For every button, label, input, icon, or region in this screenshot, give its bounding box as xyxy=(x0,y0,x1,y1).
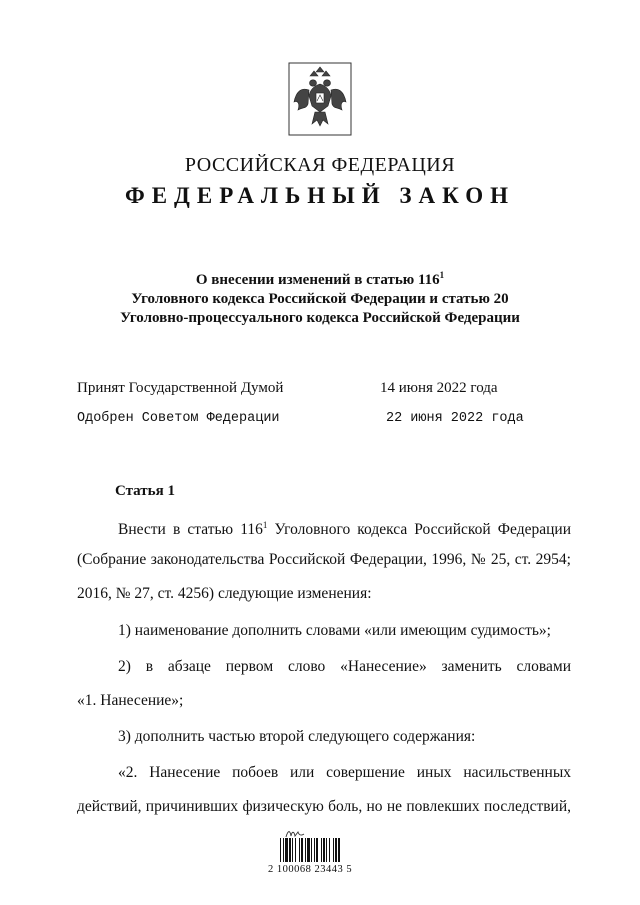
list-item-3: 3) дополнить частью второй следующего содержания: xyxy=(118,728,476,745)
article-intro-line-1: Внести в статью $116^1$ Уголовного кодекса Российской Федерации xyxy=(118,520,571,539)
article-heading: Статья 1 xyxy=(115,483,175,499)
duma-adoption-date: 14 июня 2022 года xyxy=(380,380,498,396)
council-approval-label: Одобрен Советом Федерации xyxy=(77,411,280,426)
coat-of-arms-icon xyxy=(288,62,352,136)
title-line-2: Уголовного кодекса Российской Федерации и статью 20 xyxy=(131,291,509,307)
list-item-1: 1) наименование дополнить словами «или имеющим судимость»; xyxy=(118,622,551,639)
council-approval-date: 22 июня 2022 года xyxy=(386,411,524,426)
article-intro-line-2: (Собрание законодательства Российской Федерации, 1996, № 25, ст. 2954; xyxy=(77,551,571,568)
barcode-icon xyxy=(280,838,370,862)
law-title xyxy=(0,266,640,328)
list-item-2-line-2: «1. Нанесение»; xyxy=(77,692,184,709)
quote-line-1: «2. Нанесение побоев или совершение иных насильственных xyxy=(118,764,571,781)
quote-line-2: действий, причинивших физическую боль, но не повлекших последствий, xyxy=(77,798,571,815)
list-item-2-line-1: 2) в абзаце первом слово «Нанесение» заменить словами xyxy=(118,658,571,675)
duma-adoption-label: Принят Государственной Думой xyxy=(77,380,284,396)
title-line-3: Уголовно-процессуального кодекса Российской Федерации xyxy=(120,310,520,326)
title-line-1: О внесении изменений в статью $116^1$ xyxy=(195,270,445,288)
law-type-heading: ФЕДЕРАЛЬНЫЙ ЗАКОН xyxy=(124,183,516,208)
country-name: РОССИЙСКАЯ ФЕДЕРАЦИЯ xyxy=(184,154,456,176)
barcode-number: 2 100068 23443 5 xyxy=(268,864,353,875)
article-intro-line-3: 2016, № 27, ст. 4256) следующие изменения: xyxy=(77,585,372,602)
